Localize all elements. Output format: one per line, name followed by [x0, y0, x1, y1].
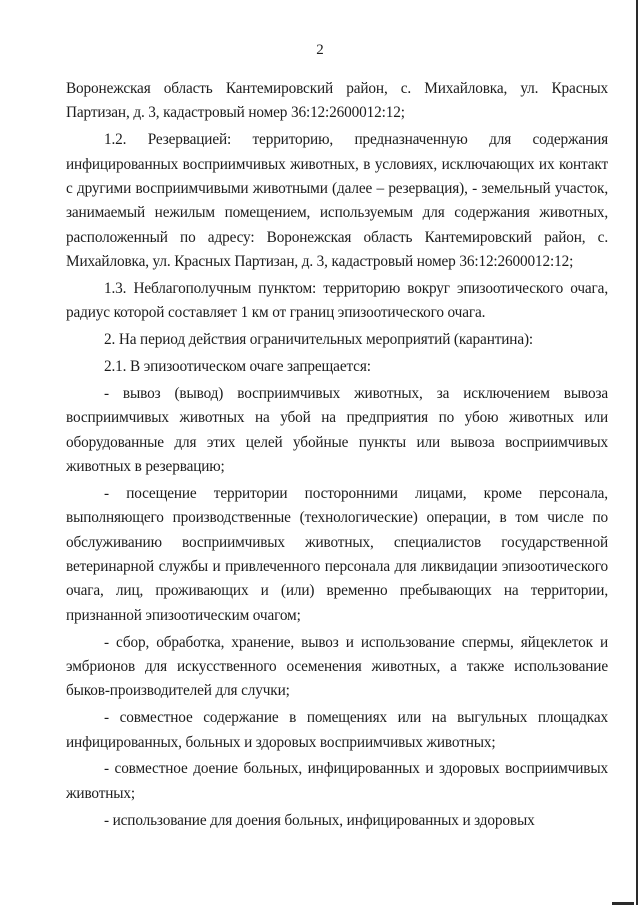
list-item-sperm-collection: - сбор, обработка, хранение, вывоз и использование спермы, яйцеклеток и эмбрионов для искусственного осеменения животных, а также использование быков-производителей для случки;	[66, 633, 608, 700]
paragraph-address-continuation: Воронежская область Кантемировский район, с. Михайловка, ул. Красных Партизан, д. 3, кадастровый номер 36:12:2600012:12;	[66, 80, 608, 122]
paragraph-2-quarantine-period: 2. На период действия ограничительных мероприятий (карантина):	[104, 331, 534, 349]
list-item-joint-milking: - совместное доение больных, инфицированных и здоровых восприимчивых животных;	[66, 760, 608, 802]
document-body	[66, 77, 608, 835]
paragraph-2-1-prohibited: 2.1. В эпизоотическом очаге запрещается:	[104, 358, 371, 376]
scan-edge-right	[636, 0, 638, 905]
list-item-joint-keeping: - совместное содержание в помещениях или на выгульных площадках инфицированных, больных и здоровых восприимчивых животных;	[66, 709, 608, 751]
list-item-milking-use: - использование для доения больных, инфицированных и здоровых	[104, 811, 535, 829]
page-number: 2	[316, 42, 324, 58]
list-item-visiting-territory: - посещение территории посторонними лицами, кроме персонала, выполняющего производственные (технологические) операции, в том числе по обслуживанию восприимчивых животных, специалистов государственной ветеринарной службы и привлеченного персонала для ликвидации эпизоотического очага, лиц, проживающих и (или) временно пребывающих на территории, признанной эпизоотическим очагом;	[66, 484, 608, 624]
paragraph-1-2-reservation: 1.2. Резервацией: территорию, предназначенную для содержания инфицированных восприимчивых животных, в условиях, исключающих их контакт с другими восприимчивыми животными (далее – резервация), - земельный участок, занимаемый нежилым помещением, используемым для содержания животных, расположенный по адресу: Воронежская область Кантемировский район, с. Михайловка, ул. Красных Партизан, д. 3, кадастровый номер 36:12:2600012:12;	[66, 131, 608, 271]
paragraph-1-3-unfavorable-point: 1.3. Неблагополучным пунктом: территорию вокруг эпизоотического очага, радиус которой составляет 1 км от границ эпизоотического очага.	[66, 280, 608, 322]
list-item-export-animals: - вывоз (вывод) восприимчивых животных, за исключением вывоза восприимчивых животных на убой на предприятия по убою животных или оборудованные для этих целей убойные пункты или вывоза восприимчивых животных в резервацию;	[66, 384, 608, 476]
